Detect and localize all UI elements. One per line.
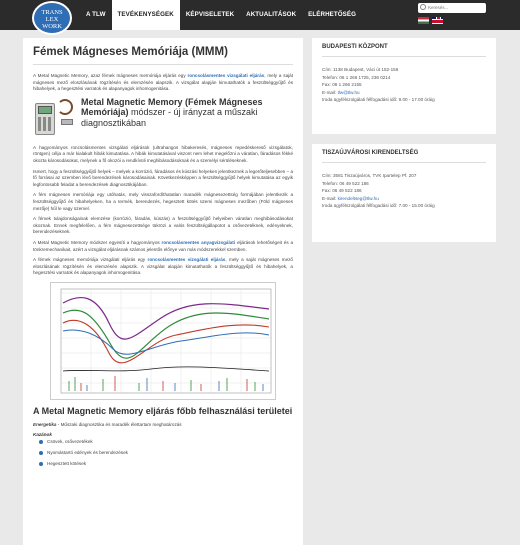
paragraph-5 — [33, 240, 293, 253]
main-nav — [80, 0, 362, 30]
paragraph-4: A fémek tulajdonságainak elemzése (korrózió, fáradás, kúszás) a feszültséggyűjtő helyeiben váratlan meghibásodásokat okoznak. Ennek megfelelően, a fém mágnesezettsége tükrözi a valós feszültségállapotot a csővezetéknek, edényeknek, berendezéseknek. — [33, 216, 293, 235]
intro-paragraph — [33, 73, 293, 93]
sidebar-divider — [322, 162, 486, 163]
mmm-chart-svg — [51, 283, 277, 401]
paragraph-1: A hagyományos roncsolásmentes vizsgálati eljárások (ultrahangos hibakeresés, mágneses repedéskereső vizsgálatok, röntgen) célja a már kialakult hibák kimutatása. A hibák kimutatásával viszont nem lehet megelőzni a váratlan, fáradásos fékké okozta károsodásokat, melynek a fő okozói a rendkívüli meghibásodásoknak és a személyi sérüléseknek. — [33, 144, 293, 163]
energetika-line — [33, 422, 293, 429]
list-item: Nyomástartó edények és berendezések — [39, 450, 293, 456]
flag-hu-icon[interactable] — [418, 17, 429, 24]
kazanok-label: Kazánok — [33, 432, 52, 438]
flag-en-icon[interactable] — [432, 17, 443, 24]
article-heading-bold: Metal Magnetic Memory (Fémek Mágneses Memóriája) — [81, 96, 263, 118]
paragraph-6 — [33, 257, 293, 277]
energetika-text: - Műszaki diagnosztika és maradék élettartam meghatározás — [56, 421, 182, 427]
email-line — [322, 89, 486, 97]
phone-line: Telefon: 06 49 522 186 — [322, 180, 369, 186]
email-link[interactable]: kirendeltseg@tlw.hu — [337, 195, 379, 201]
sidebar-title-tiszaujvaros: TISZAÚJVÁROSI KIRENDELTSÉG — [322, 150, 419, 156]
hours-line: Iroda ügyfélszolgálati félfogadási idő: 9.00 - 17.00 óráig — [322, 97, 435, 102]
intro-text-a: A Metal Magnetic Memory, azaz fémek mágneses memóriája eljárás egy — [33, 73, 188, 78]
mmm-chart-image — [50, 282, 276, 400]
search-input[interactable] — [418, 3, 486, 13]
article-heading-rest: módszer - új irányzat a műszaki diagnosztikában — [81, 107, 258, 128]
sidebar-title-budapest: BUDAPESTI KÖZPONT — [322, 44, 388, 50]
list-item: Csövek, csővezetékek — [39, 439, 293, 445]
p5-link[interactable]: roncsolásmentes anyagvizsgálati — [161, 239, 236, 245]
p6-text-a: A fémek mágneses memóriája vizsgálati eljárás egy — [33, 257, 148, 263]
p6-link[interactable]: roncsolásmentes vizsgálati eljárás — [147, 257, 226, 263]
email-link[interactable]: tlw@tlw.hu — [337, 89, 360, 95]
p6-text-b: , mely a saját mágneses mező eloszlásának rögzítésén és elemzésén alapszik. A vizsgálat alapján kimutathatók a feszültséggyűjtő és hibahelyek, a hegesztési varratok és alapanyagok inhomogenitása. — [33, 257, 293, 276]
title-divider — [33, 64, 293, 65]
intro-link[interactable]: roncsolásmentes vizsgálati eljárás — [187, 73, 265, 78]
p5-text-b: eljárások lehetőségeit és a tönkremechanikait, azért a vizsgálat eljárásnak számos jelentős előnye van más módszerekkel szemben. — [33, 239, 293, 252]
phone-line: Telefon: 06 1 266 1725, 236 0214 — [322, 74, 391, 80]
energetika-label: Energetika — [33, 421, 57, 427]
nav-a-tlw[interactable]: A TLW — [86, 11, 106, 18]
paragraph-2: Ismert, hogy a feszültséggyűjtő helyek – melyek a korrózió, fáradásos és kúszási helyeken jelentkeznek a legerőteljesebben – a fő forrásai az üzemben lévő berendezések károsodásainak. Következésképpen a feszültséggyűjtő helyek kimutatása az egyik legfontosabb feladat a berendezések diagnosztikájában. — [33, 168, 293, 187]
fax-line: Fax: 06 49 522 186 — [322, 188, 362, 193]
logo-text-2: LEX — [45, 16, 59, 23]
paragraph-3: A fém mágneses memóriája egy utóhatás, mely visszafordíthatatlan maradék mágnesezettség formájában jelentkezik a feszültséggyűjtő és hibahelyeken, ha a termék, berendezés, hegesztett kötés üzemi mágneses mezőben (Föld mágneses mezője) hűl le vagy üzemel. — [33, 192, 293, 211]
top-navbar — [0, 0, 520, 30]
sidebar-tiszaujvaros — [312, 144, 496, 242]
logo-text-3: WORK — [42, 23, 62, 30]
device-icon — [33, 97, 75, 143]
p5-text-a: A Metal Magnetic Memory módszer egyesíti a hagyományos — [33, 239, 162, 245]
kazanok-list — [39, 439, 293, 467]
email-label: E-mail: — [322, 195, 338, 201]
intro-text-b: , mely a saját mágneses mező eloszlásának rögzítésén és elemzésén alapszik. A vizsgálat alapján kimutathatók a feszültséggyűjtő és hibahelyek, a hegesztési varratok és alapanyagok inhomogenitása. — [33, 73, 293, 92]
language-switch — [418, 17, 443, 24]
search-placeholder: Keresés... — [428, 5, 449, 10]
logo[interactable] — [32, 1, 72, 35]
nav-tevekenysegek[interactable]: TEVÉKENYSÉGEK — [112, 0, 180, 30]
hours-line: Iroda ügyfélszolgálati félfogadási idő: 7.00 - 15.00 óráig — [322, 203, 435, 208]
email-label: E-mail: — [322, 89, 338, 95]
main-content — [23, 38, 303, 545]
article-heading — [81, 97, 293, 143]
email-line — [322, 195, 486, 203]
article-header — [33, 97, 293, 143]
sidebar-budapest — [312, 38, 496, 134]
nav-kepviseletek[interactable]: KÉPVISELETEK — [185, 11, 235, 18]
sidebar-divider — [322, 56, 486, 57]
list-item: Hegesztett kötések — [39, 461, 293, 467]
logo-text-1: TRANS — [41, 9, 63, 16]
address-line: Cím: 1138 Budapest, Váci út 152-156 — [322, 67, 399, 72]
search-icon — [420, 4, 426, 10]
address-line: Cím: 3581 Tiszaújváros, TVK Ipartelep Pf. 207 — [322, 173, 417, 178]
fax-line: Fax: 06 1 266 2155 — [322, 82, 362, 87]
nav-aktualitasok[interactable]: AKTUALITÁSOK — [246, 11, 297, 18]
section-title: A Metal Magnetic Memory eljárás főbb felhasználási területei — [33, 405, 293, 416]
page-title: Fémek Mágneses Memóriája (MMM) — [33, 46, 228, 58]
nav-elerhetoseg[interactable]: ELÉRHETŐSÉG — [308, 11, 357, 18]
